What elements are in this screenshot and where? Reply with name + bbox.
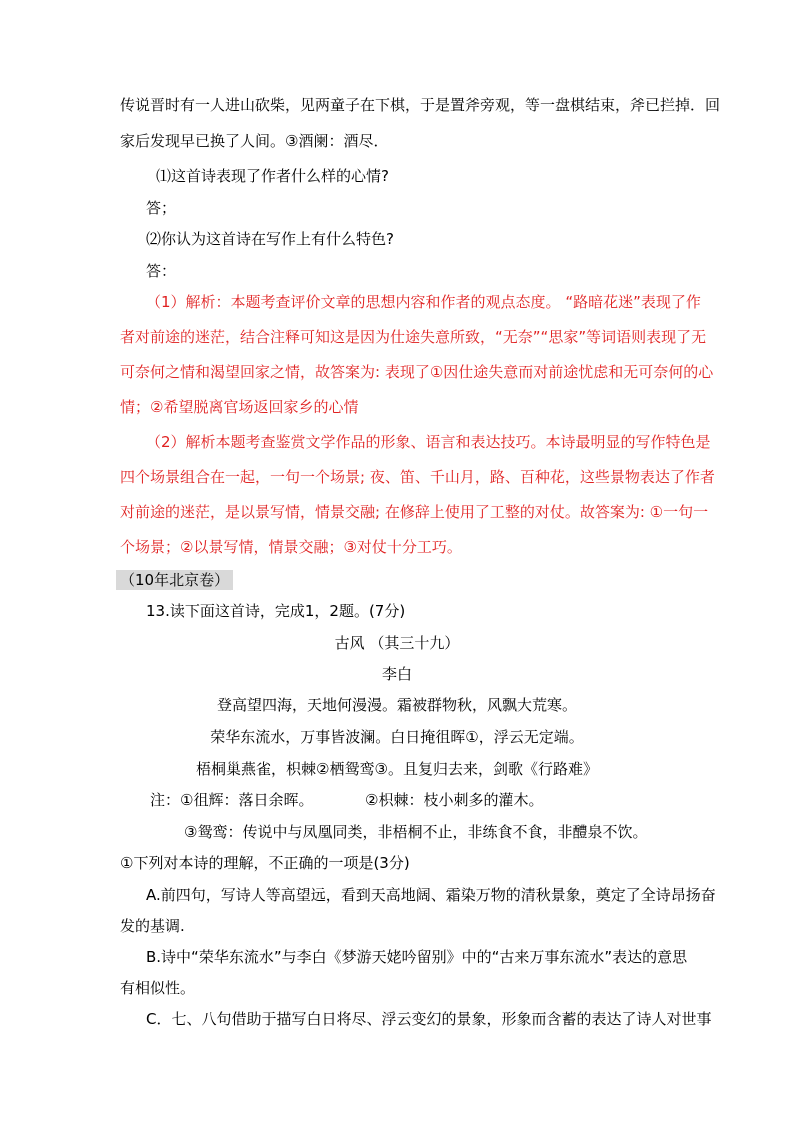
answer-2-label: 答： — [146, 262, 177, 280]
analysis-2-line: 四个场景组合在一起，一句一个场景; 夜、笛、千山月，路、百种花，这些景物表达了作者 — [120, 468, 715, 486]
poem-title: 古风 （其三十九） — [334, 634, 460, 652]
note-1: 注：①徂辉：落日余晖。 — [150, 791, 314, 809]
section-tag — [116, 570, 233, 590]
analysis-2-line: （2）解析本题考查鉴赏文学作品的形象、语言和表达技巧。本诗最明显的写作特色是 — [146, 433, 711, 451]
answer-1-label: 答； — [146, 199, 177, 217]
note-3: ③鸳鸾：传说中与凤凰同类，非梧桐不止，非练食不食，非醴泉不饮。 — [184, 823, 648, 841]
option-a-cont: 发的基调. — [120, 917, 185, 935]
analysis-2-line: 对前途的迷茫，是以景写情，情景交融; 在修辞上使用了工整的对仗。故答案为: ①一句一 — [120, 503, 709, 521]
question-13: 13.读下面这首诗，完成1，2题。(7分) — [146, 602, 406, 620]
analysis-1-line: 者对前途的迷茫，结合注释可知这是因为仕途失意所致，“无奈”“思家”等词语则表现了无 — [120, 328, 707, 346]
poem-line: 梧桐巢燕雀，枳棘②栖鸳鸾③。且复归去来，剑歌《行路难》 — [196, 760, 598, 778]
poem-line: 登高望四海，天地何漫漫。霜被群物秋，风飘大荒寒。 — [216, 696, 577, 714]
note-2: ②枳棘：枝小刺多的灌木。 — [365, 791, 544, 809]
analysis-1-line: 情；②希望脱离官场返回家乡的心情 — [120, 398, 359, 416]
poem-line: 荣华东流水，万事皆波澜。白日掩徂晖①，浮云无定端。 — [210, 728, 584, 746]
question-2: ⑵你认为这首诗在写作上有什么特色? — [146, 230, 394, 248]
question-1: ⑴这首诗表现了作者什么样的心情? — [156, 167, 389, 185]
intro-line: 家后发现早已换了人间。③酒阑：酒尽． — [120, 132, 389, 150]
intro-line: 传说晋时有一人进山砍柴，见两童子在下棋，于是置斧旁观，等一盘棋结束，斧已拦掉．回 — [120, 96, 721, 114]
option-c: C．七、八句借助于描写白日将尽、浮云变幻的景象，形象而含蓄的表达了诗人对世事 — [146, 1010, 712, 1028]
option-b-cont: 有相似性。 — [120, 979, 196, 997]
poem-author: 李白 — [381, 665, 412, 683]
analysis-1-line: 可奈何之情和渴望回家之情，故答案为: 表现了①因仕途失意而对前途忧虑和无可奈何的心 — [120, 363, 714, 381]
sub-question-1: ①下列对本诗的理解，不正确的一项是(3分) — [120, 854, 410, 872]
option-b: B.诗中“荣华东流水”与李白《梦游天姥吟留别》中的“古来万事东流水”表达的意思 — [146, 948, 688, 966]
analysis-2-line: 个场景；②以景写情，情景交融；③对仗十分工巧。 — [120, 538, 462, 556]
option-a: A.前四句，写诗人等高望远，看到天高地阔、霜染万物的清秋景象，奠定了全诗昂扬奋 — [146, 886, 716, 904]
analysis-1-line: （1）解析：本题考查评价文章的思想内容和作者的观点态度。 “路暗花迷”表现了作 — [146, 293, 701, 311]
section-tag-label: （10年北京卷） — [116, 570, 233, 590]
